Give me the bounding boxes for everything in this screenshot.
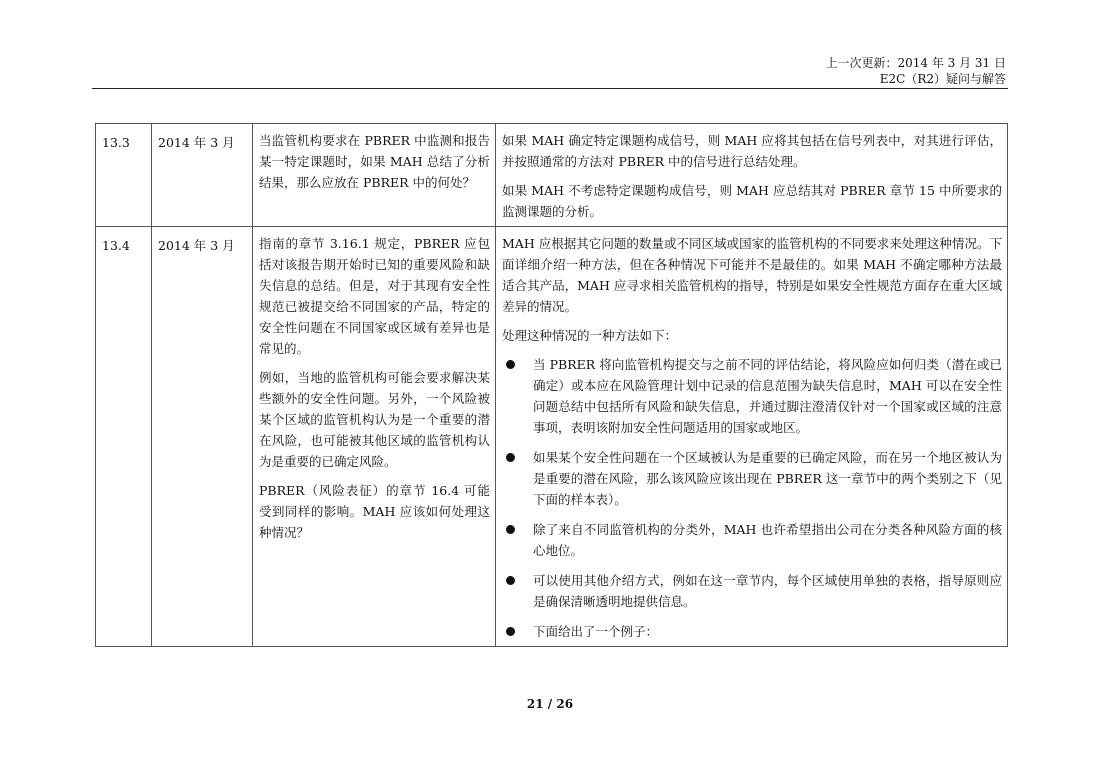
qa-table <box>95 123 1008 647</box>
row-number: 13.4 <box>96 227 152 647</box>
answer-paragraph: 如果 MAH 不考虑特定课题构成信号，则 MAH 应总结其对 PBRER 章节 15 中所要求的监测课题的分析。 <box>502 183 1002 219</box>
answer-cell <box>496 227 1008 647</box>
bullet-text: 下面给出了一个例子： <box>533 624 659 639</box>
question-paragraph: 例如，当地的监管机构可能会要求解决某些额外的安全性问题。另外，一个风险被某个区域的监管机构认为是一个重要的潜在风险，也可能被其他区域的监管机构认为是重要的已确定风险。 <box>259 370 490 469</box>
bullet-icon <box>506 576 515 585</box>
bullet-text: 当 PBRER 将向监管机构提交与之前不同的评估结论，将风险应如何归类（潜在或已确定）或本应在风险管理计划中记录的信息范围为缺失信息时，MAH 可以在安全性问题总结中包括所有风险和缺失信息，并通过脚注澄清仅针对一个国家或区域的注意事项，表明该附加安全性问题适用的国家或地区。 <box>533 357 1002 435</box>
list-item <box>502 570 1002 612</box>
row-number: 13.3 <box>96 124 152 227</box>
question-paragraph: PBRER（风险表征）的章节 16.4 可能受到同样的影响。MAH 应该如何处理这种情况？ <box>259 483 490 540</box>
list-item <box>502 621 1002 642</box>
answer-bullet-list <box>502 354 1002 642</box>
document-title: E2C（R2）疑问与解答 <box>879 72 1006 86</box>
bullet-icon <box>506 525 515 534</box>
page-number: 21 / 26 <box>526 697 574 711</box>
table-row <box>96 124 1008 227</box>
answer-paragraph: 处理这种情况的一种方法如下： <box>502 328 678 343</box>
bullet-icon <box>506 453 515 462</box>
list-item <box>502 519 1002 561</box>
question-cell <box>253 227 496 647</box>
list-item <box>502 447 1002 510</box>
row-date: 2014 年 3 月 <box>152 227 253 647</box>
bullet-icon <box>506 627 515 636</box>
page-header <box>825 55 1006 87</box>
list-item <box>502 354 1002 438</box>
answer-paragraph: MAH 应根据其它问题的数量或不同区域或国家的监管机构的不同要求来处理这种情况。下面详细介绍一种方法，但在各种情况下可能并不是最佳的。如果 MAH 不确定哪种方法最适合其产品，MAH 应寻求相关监管机构的指导，特别是如果安全性规范方面存在重大区域差异的情况。 <box>502 236 1002 314</box>
answer-paragraph: 如果 MAH 确定特定课题构成信号，则 MAH 应将其包括在信号列表中，对其进行评估，并按照通常的方法对 PBRER 中的信号进行总结处理。 <box>502 133 1002 169</box>
row-date: 2014 年 3 月 <box>152 124 253 227</box>
header-divider <box>92 88 1008 89</box>
bullet-text: 除了来自不同监管机构的分类外，MAH 也许希望指出公司在分类各种风险方面的核心地位。 <box>533 522 1002 558</box>
bullet-icon <box>506 360 515 369</box>
bullet-text: 如果某个安全性问题在一个区域被认为是重要的已确定风险，而在另一个地区被认为是重要的潜在风险，那么该风险应该出现在 PBRER 这一章节中的两个类别之下（见下面的样本表）。 <box>533 450 1002 507</box>
question-paragraph: 当监管机构要求在 PBRER 中监测和报告某一特定课题时，如果 MAH 总结了分析结果，那么应放在 PBRER 中的何处？ <box>259 133 490 190</box>
last-updated: 上一次更新：2014 年 3 月 31 日 <box>825 56 1006 70</box>
question-cell <box>253 124 496 227</box>
answer-cell <box>496 124 1008 227</box>
question-paragraph: 指南的章节 3.16.1 规定，PBRER 应包括对该报告期开始时已知的重要风险和缺失信息的总结。但是，对于其现有安全性规范已被提交给不同国家的产品，特定的安全性问题在不同国家或区域有差异也是常见的。 <box>259 236 490 356</box>
table-row <box>96 227 1008 647</box>
bullet-text: 可以使用其他介绍方式，例如在这一章节内，每个区域使用单独的表格，指导原则应是确保清晰透明地提供信息。 <box>533 573 1002 609</box>
